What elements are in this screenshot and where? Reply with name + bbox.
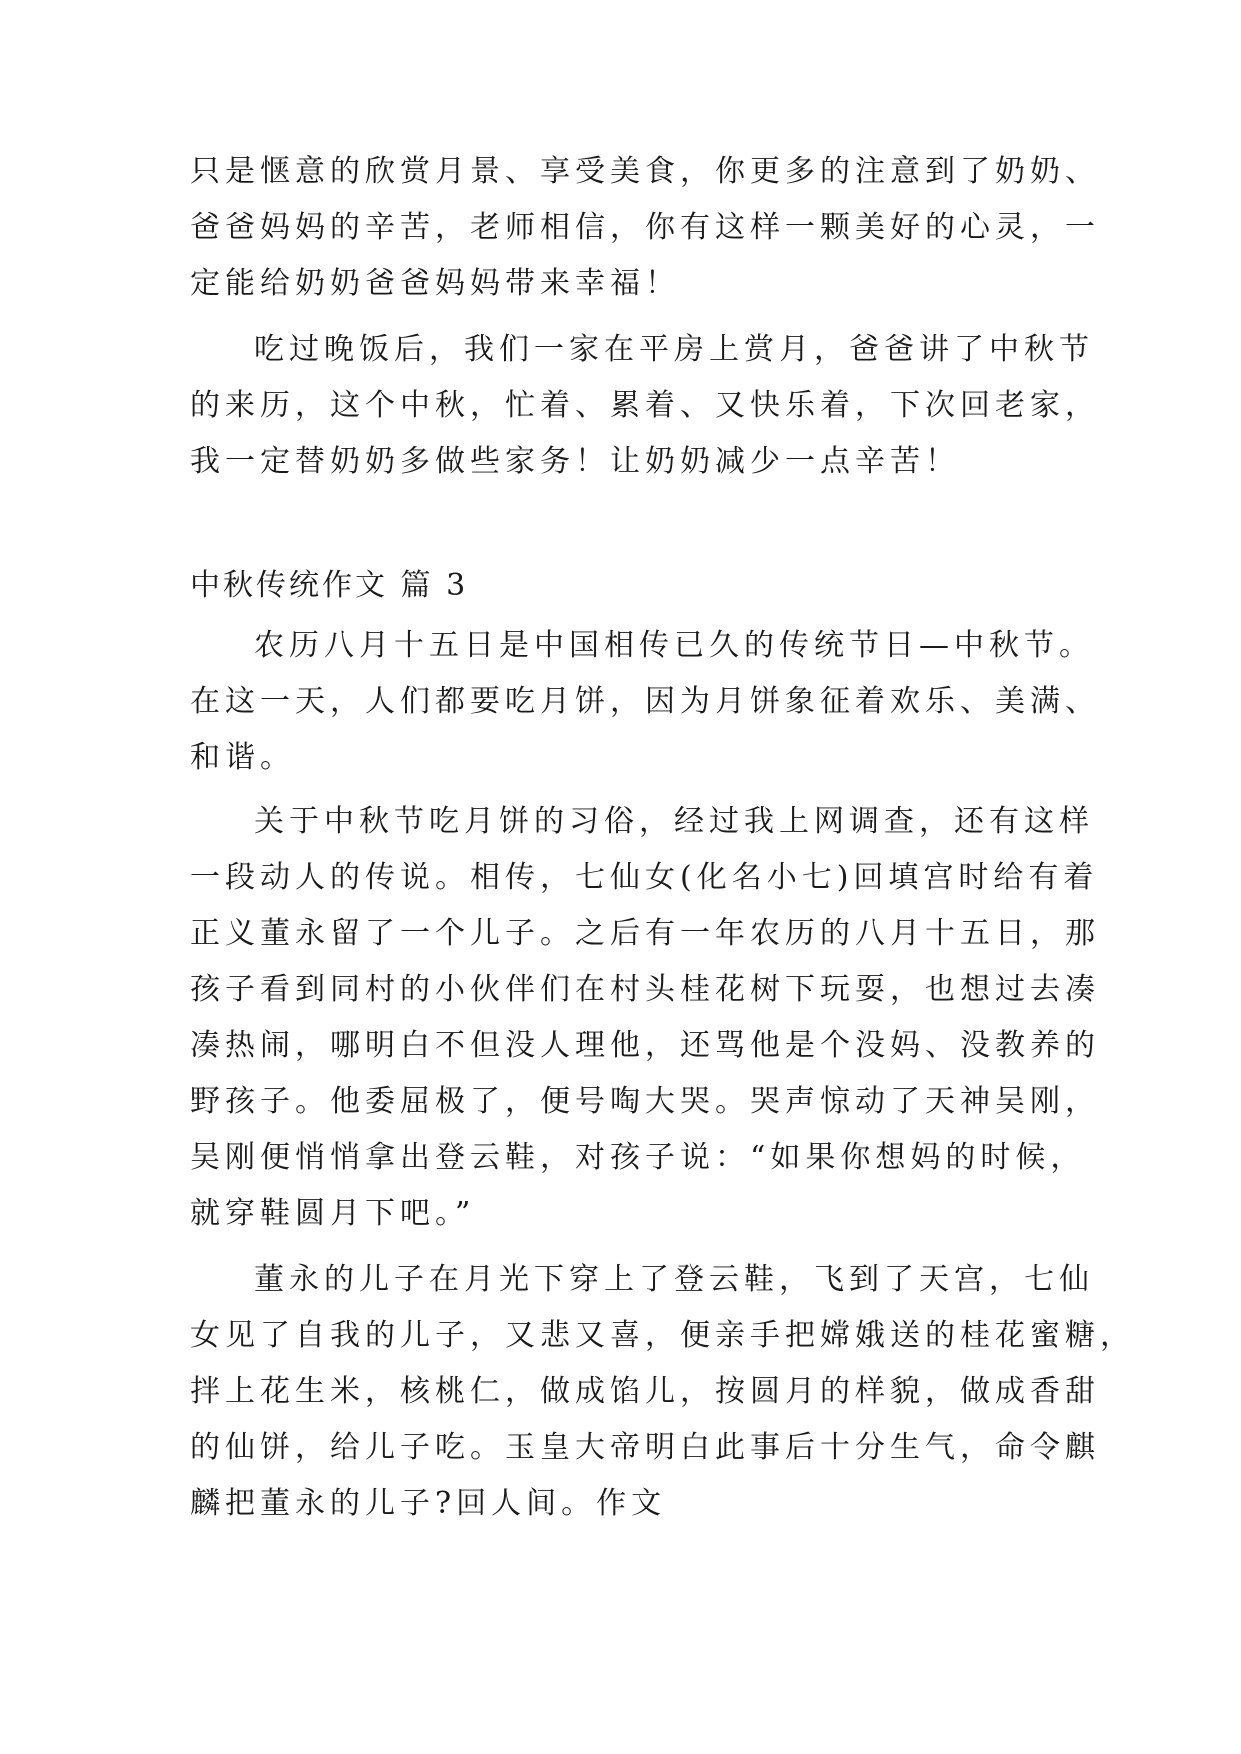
- text-line: 在这一天，人们都要吃月饼，因为月饼象征着欢乐、美满、: [190, 684, 1100, 719]
- text-line: 的来历，这个中秋，忙着、累着、又快乐着，下次回老家，: [190, 388, 1100, 423]
- section-heading: 中秋传统作文 篇 3: [190, 568, 469, 603]
- text-line: 拌上花生米，核桃仁，做成馅儿，按圆月的样貌，做成香甜: [190, 1374, 1100, 1409]
- text-line: 吴刚便悄悄拿出登云鞋，对孩子说：“如果你想妈的时候，: [190, 1140, 1086, 1175]
- text-line: 农历八月十五日是中国相传已久的传统节日—中秋节。: [254, 628, 1094, 663]
- text-line: 定能给奶奶爸爸妈妈带来幸福！: [190, 266, 680, 301]
- text-line: 爸爸妈妈的辛苦，老师相信，你有这样一颗美好的心灵，一: [190, 210, 1100, 245]
- text-line: 凑热闹，哪明白不但没人理他，还骂他是个没妈、没教养的: [190, 1028, 1100, 1063]
- text-line: 只是惬意的欣赏月景、享受美食，你更多的注意到了奶奶、: [190, 154, 1100, 189]
- text-line: 我一定替奶奶多做些家务！让奶奶减少一点辛苦！: [190, 444, 960, 479]
- text-line: 吃过晚饭后，我们一家在平房上赏月，爸爸讲了中秋节: [254, 332, 1094, 367]
- text-line: 孩子看到同村的小伙伴们在村头桂花树下玩耍，也想过去凑: [190, 972, 1100, 1007]
- text-line: 野孩子。他委屈极了，便号啕大哭。哭声惊动了天神吴刚，: [190, 1084, 1100, 1119]
- text-line: 关于中秋节吃月饼的习俗，经过我上网调查，还有这样: [254, 804, 1094, 839]
- text-line: 就穿鞋圆月下吧。”: [190, 1196, 476, 1231]
- text-line: 女见了自我的儿子，又悲又喜，便亲手把嫦娥送的桂花蜜糖，: [190, 1318, 1135, 1353]
- text-line: 董永的儿子在月光下穿上了登云鞋，飞到了天宫，七仙: [254, 1262, 1094, 1297]
- text-line: 的仙饼，给儿子吃。玉皇大帝明白此事后十分生气，命令麒: [190, 1430, 1100, 1465]
- text-line: 一段动人的传说。相传，七仙女(化名小七)回填宫时给有着: [190, 860, 1099, 895]
- text-line: 和谐。: [190, 740, 295, 775]
- text-line: 正义董永留了一个儿子。之后有一年农历的八月十五日，那: [190, 916, 1100, 951]
- text-line: 麟把董永的儿子?回人间。作文: [190, 1486, 667, 1521]
